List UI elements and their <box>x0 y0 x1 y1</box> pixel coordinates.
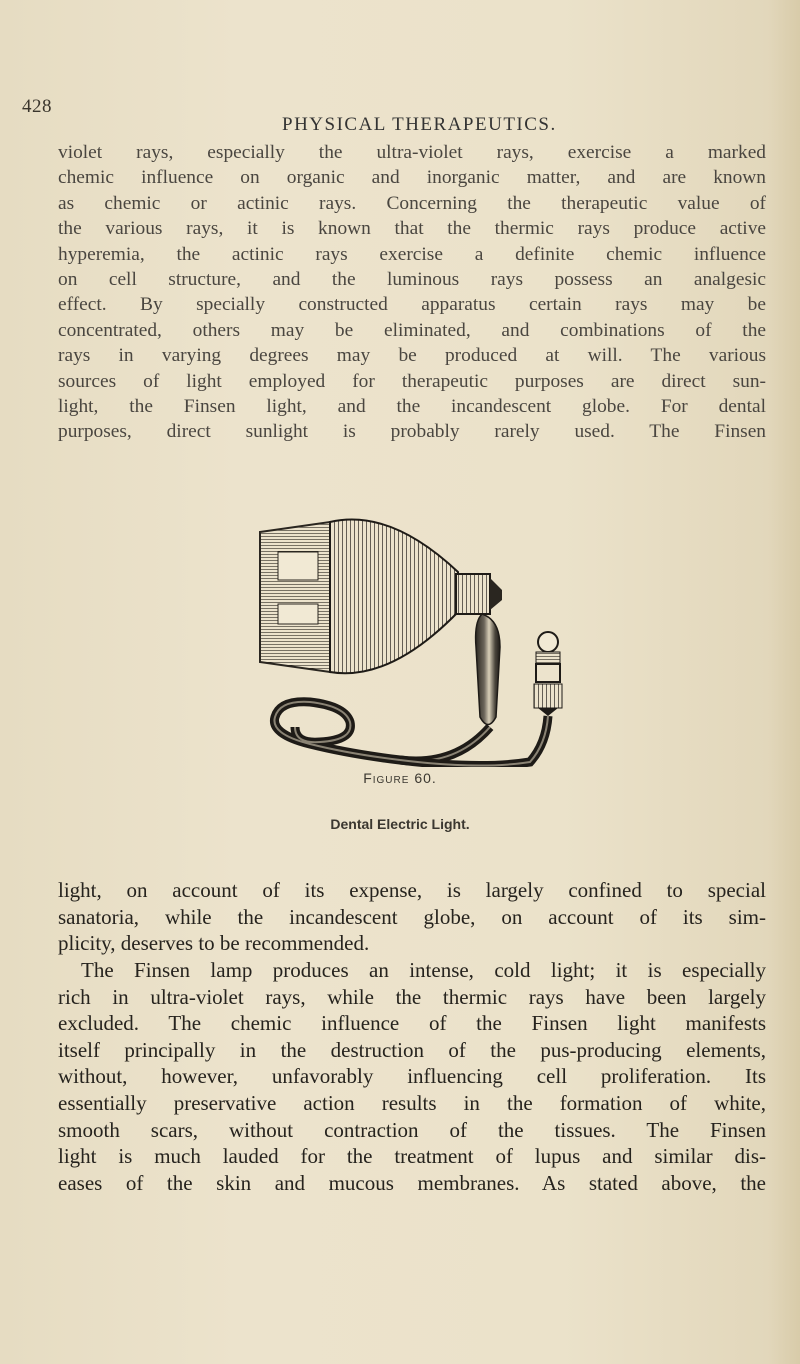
text-line: chemic influence on organic and inorganic matter, and are known <box>58 167 766 189</box>
figure-label: Figure 60. <box>363 770 437 786</box>
text-line: light, on account of its expense, is largely confined to special <box>58 878 766 902</box>
text-line: effect. By specially constructed apparatus certain rays may be <box>58 294 766 316</box>
text-line: essentially preservative action results in the formation of white, <box>58 1090 766 1115</box>
text-line: eases of the skin and mucous membranes. As stated above, the <box>58 1170 766 1195</box>
text-line: rich in ultra-violet rays, while the thermic rays have been largely <box>58 984 766 1009</box>
text-line: without, however, unfavorably influencing cell proliferation. Its <box>58 1064 766 1089</box>
paragraph-finsen <box>58 957 766 1196</box>
text-line: on cell structure, and the luminous rays possess an analgesic <box>58 269 766 291</box>
text-line: itself principally in the destruction of the pus-producing elements, <box>58 1037 766 1062</box>
text-line: rays in varying degrees may be produced at will. The various <box>58 345 766 367</box>
running-head: PHYSICAL THERAPEUTICS. <box>282 114 557 135</box>
text-line: violet rays, especially the ultra-violet rays, exercise a marked <box>58 142 766 163</box>
text-line: light is much lauded for the treatment of lupus and similar dis- <box>58 1144 766 1169</box>
text-line: hyperemia, the actinic rays exercise a definite chemic influence <box>58 243 766 265</box>
text-line: The Finsen lamp produces an intense, cold light; it is especially <box>81 958 766 982</box>
text-line: as chemic or actinic rays. Concerning the therapeutic value of <box>58 192 766 214</box>
dental-electric-light-illustration <box>250 512 570 767</box>
text-line: sanatoria, while the incandescent globe, on account of its sim- <box>58 904 766 929</box>
text-line: concentrated, others may be eliminated, and combinations of the <box>58 319 766 341</box>
text-line: excluded. The chemic influence of the Finsen light manifests <box>58 1011 766 1036</box>
paragraph-top <box>58 140 766 445</box>
paragraph-continued <box>58 877 766 957</box>
text-line: purposes, direct sunlight is probably rarely used. The Finsen <box>58 421 766 443</box>
text-line: sources of light employed for therapeutic purposes are direct sun- <box>58 370 766 392</box>
text-line: smooth scars, without contraction of the tissues. The Finsen <box>58 1117 766 1142</box>
text-line: light, the Finsen light, and the incandescent globe. For dental <box>58 396 766 418</box>
text-line: the various rays, it is known that the thermic rays produce active <box>58 218 766 240</box>
figure-title: Dental Electric Light. <box>330 816 470 832</box>
text-line: plicity, deserves to be recommended. <box>58 931 370 956</box>
page-number: 428 <box>22 96 52 117</box>
